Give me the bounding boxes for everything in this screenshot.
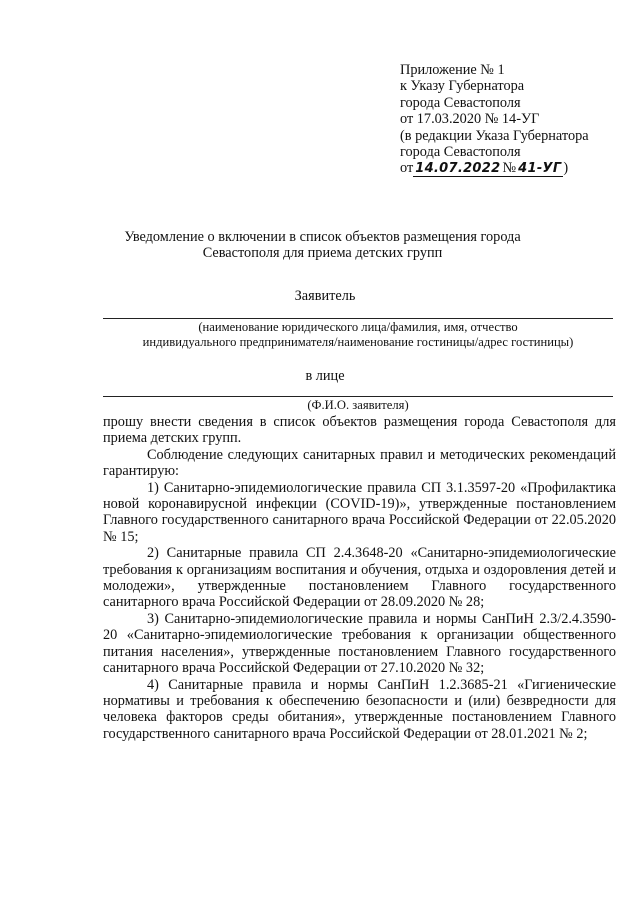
appendix-line-7 xyxy=(400,160,630,177)
appendix-block xyxy=(400,62,630,178)
handwritten-number: 41-УГ xyxy=(518,161,562,177)
date-suffix: ) xyxy=(563,160,569,177)
paragraph-request: прошу внести сведения в список объектов размещения города Севастополя для приема детских групп. xyxy=(103,414,616,447)
number-sign: № xyxy=(502,160,517,177)
person-caption: (Ф.И.О. заявителя) xyxy=(307,398,409,412)
appendix-line-1: Приложение № 1 xyxy=(400,62,505,78)
appendix-line-2: к Указу Губернатора xyxy=(400,78,525,95)
applicant-label: Заявитель xyxy=(294,288,356,304)
paragraph-item-3: 3) Санитарно-эпидемиологические правила и нормы СанПиН 2.3/2.4.3590-20 «Санитарно-эпидемиологические требования к организации общественного питания населения», утвержденные постановлением Главного государственного санитарного врача Российской Федерации от 27.10.2020 № 32; xyxy=(103,610,616,677)
person-fill-line xyxy=(103,396,613,397)
appendix-line-3: города Севастополя xyxy=(400,94,521,111)
applicant-caption-line-2: индивидуального предпринимателя/наименование гостиницы/адрес гостиницы) xyxy=(142,335,574,349)
applicant-caption-line-1: (наименование юридического лица/фамилия, имя, отчество xyxy=(198,320,518,334)
title-line-1: Уведомление о включении в список объектов размещения города xyxy=(124,229,521,245)
paragraph-item-2: 2) Санитарные правила СП 2.4.3648-20 «Санитарно-эпидемиологические требования к организациям воспитания и обучения, отдыха и оздоровления детей и молодежи», утвержденные постановлением Главного государственного санитарного врача Российской Федерации от 28.09.2020 № 28; xyxy=(103,545,616,611)
date-prefix: от xyxy=(400,160,414,177)
appendix-line-5: (в редакции Указа Губернатора xyxy=(400,127,589,144)
applicant-fill-line xyxy=(103,318,613,319)
document-title xyxy=(90,229,555,262)
paragraph-item-1: 1) Санитарно-эпидемиологические правила СП 3.1.3597-20 «Профилактика новой коронавирусной инфекции (COVID-19)», утвержденные постановлением Главного государственного санитарного врача Российской Федерации от 22.05.2020 № 15; xyxy=(103,479,616,545)
paragraph-compliance: Соблюдение следующих санитарных правил и методических рекомендаций гарантирую: xyxy=(103,446,616,480)
document-body xyxy=(103,414,616,742)
appendix-line-4: от 17.03.2020 № 14-УГ xyxy=(400,111,540,128)
title-line-2: Севастополя для приема детских групп xyxy=(202,245,443,262)
appendix-line-6: города Севастополя xyxy=(400,144,521,161)
person-label: в лице xyxy=(305,368,345,384)
paragraph-item-4: 4) Санитарные правила и нормы СанПиН 1.2.3685-21 «Гигиенические нормативы и требования к обеспечению безопасности и (или) безвредности для человека факторов среды обитания», утвержденные постановлением Главного государственного санитарного врача Российской Федерации от 28.01.2021 № 2; xyxy=(103,676,616,742)
handwritten-date: 14.07.2022 xyxy=(415,161,501,177)
applicant-caption xyxy=(103,320,613,350)
